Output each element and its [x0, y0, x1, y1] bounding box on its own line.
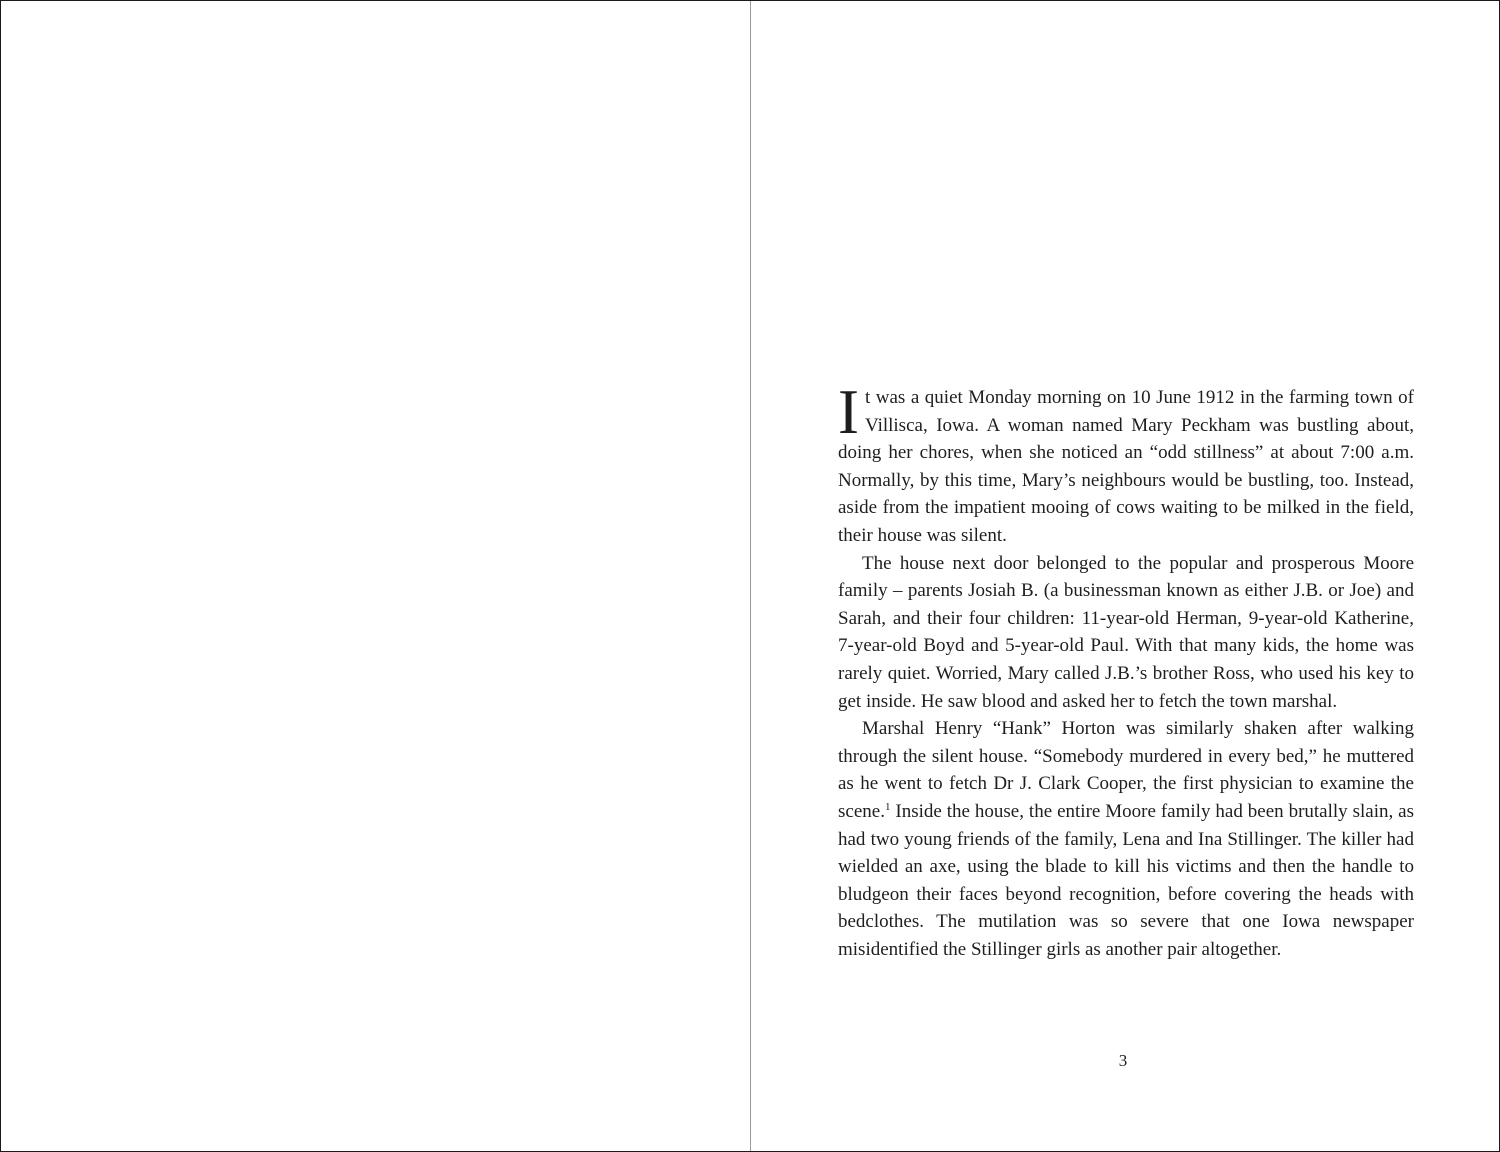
footnote-reference: 1	[884, 800, 891, 813]
left-page-blank	[1, 1, 750, 1151]
right-page	[751, 1, 1499, 1151]
paragraph-1-text: t was a quiet Monday morning on 10 June 1912 in the farming town of Villisca, Iowa. A woman named Mary Peckham was bustling about, doing her chores, when she noticed an “odd stillness” at about 7:00 a.m. Normally, by this time, Mary’s neighbours would be bustling, too. Instead, aside from the impatient mooing of cows waiting to be milked in the field, their house was silent.	[838, 387, 1414, 546]
paragraph-2-text: The house next door belonged to the popular and prosperous Moore family – parents Josiah B. (a businessman known as either J.B. or Joe) and Sarah, and their four children: 11-year-old Herman, 9-year-old Katherine, 7-year-old Boyd and 5-year-old Paul. With that many kids, the home was rarely quiet. Worried, Mary called J.B.’s brother Ross, who used his key to get inside. He saw blood and asked her to fetch the town marshal.	[838, 552, 1414, 712]
page-number	[751, 1051, 1499, 1071]
drop-cap: I	[838, 377, 859, 447]
paragraph-3-text-after-note: Inside the house, the entire Moore family had been brutally slain, as had two young friends of the family, Lena and Ina Stillinger. The killer had wielded an axe, using the blade to kill his victims and then the handle to bludgeon their faces beyond recognition, before covering the heads with bedclothes. The mutilation was so severe that one Iowa newspaper misidentified the Stillinger girls as another pair altogether.	[838, 800, 1414, 960]
paragraph-1	[838, 377, 1414, 550]
body-text	[838, 377, 1414, 963]
paragraph-2	[838, 550, 1414, 716]
paragraph-3	[838, 715, 1414, 963]
page-number-text: 3	[1118, 1051, 1128, 1070]
paragraph-3-text-before-note: Marshal Henry “Hank” Horton was similarly shaken after walking through the silent house. “Somebody murdered in every bed,” he muttered as he went to fetch Dr J. Clark Cooper, the first physician to examine the scene.	[838, 718, 1414, 822]
